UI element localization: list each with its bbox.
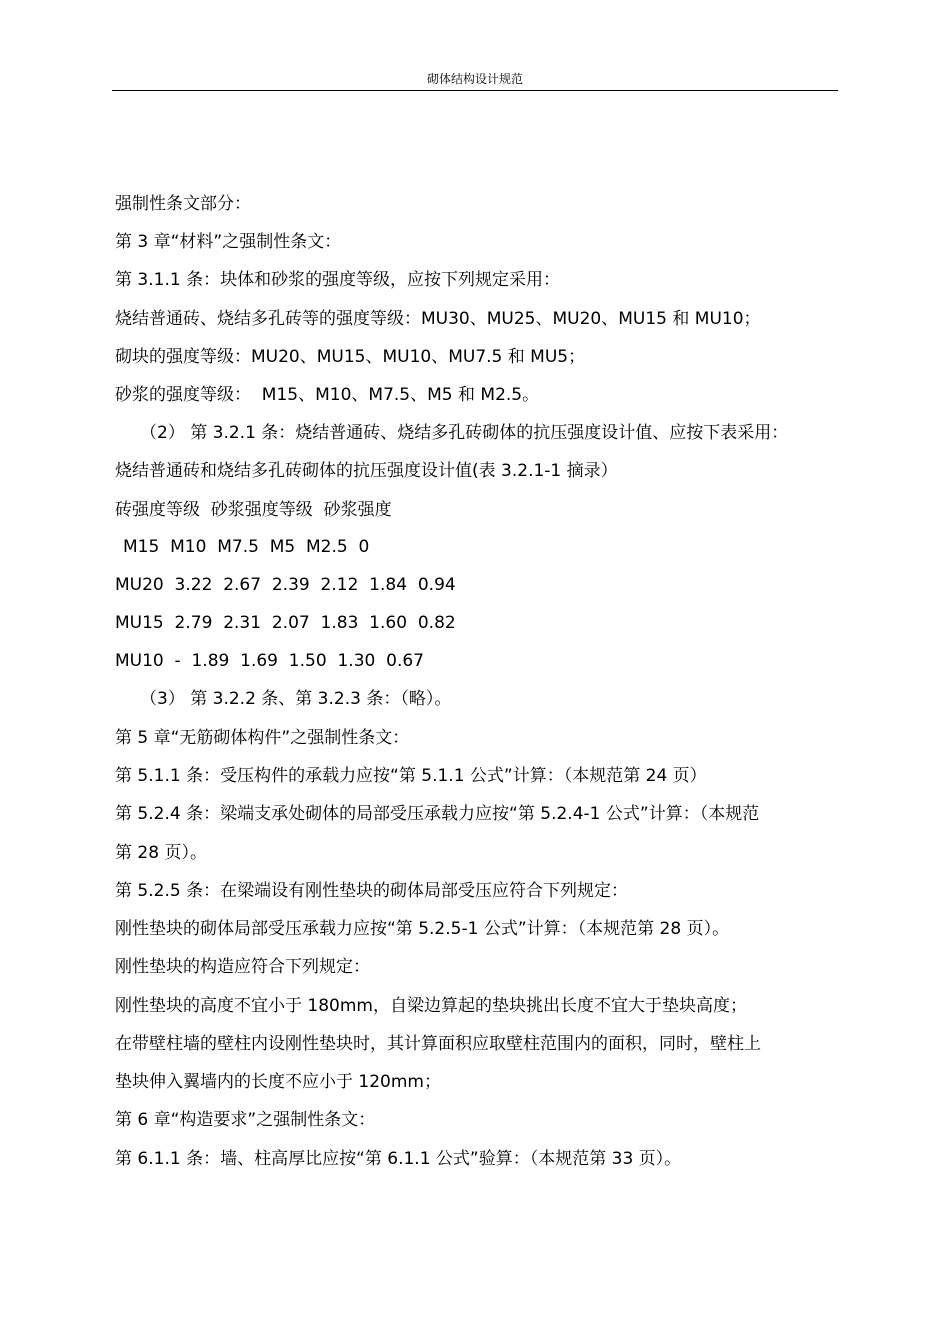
rigid-pad-capacity: 刚性垫块的砌体局部受压承载力应按“第 5.2.5-1 公式”计算：（本规范第 28 页）。: [115, 919, 730, 939]
page-header: [112, 72, 838, 91]
rigid-pad-height: 刚性垫块的高度不宜小于 180mm，自梁边算起的垫块挑出长度不宜大于垫块高度；: [115, 996, 747, 1016]
mortar-strength-grades: 砂浆的强度等级： M15、M10、M7.5、M5 和 M2.5。: [115, 385, 540, 405]
pilaster-pad: 在带壁柱墙的壁柱内设刚性垫块时，其计算面积应取壁柱范围内的面积，同时，壁柱上: [115, 1034, 761, 1054]
clause-5-2-4-cont: 第 28 页）。: [115, 843, 207, 863]
table-row-mu20: MU20 3.22 2.67 2.39 2.12 1.84 0.94: [115, 575, 456, 595]
rigid-pad-construction: 刚性垫块的构造应符合下列规定：: [115, 957, 370, 977]
table-row-mu10: MU10 - 1.89 1.69 1.50 1.30 0.67: [115, 651, 424, 671]
brick-strength-grades: 烧结普通砖、烧结多孔砖等的强度等级：MU30、MU25、MU20、MU15 和 MU10；: [115, 309, 761, 329]
table-header-row: 砖强度等级 砂浆强度等级 砂浆强度: [115, 500, 392, 520]
chapter-5-heading: 第 5 章“无筋砌体构件”之强制性条文：: [115, 728, 410, 748]
header-title: 砌体结构设计规范: [426, 72, 523, 86]
block-strength-grades: 砌块的强度等级：MU20、MU15、MU10、MU7.5 和 MU5；: [115, 347, 586, 367]
pilaster-pad-cont: 垫块伸入翼墙内的长度不应小于 120mm；: [115, 1072, 441, 1092]
chapter-6-heading: 第 6 章“构造要求”之强制性条文：: [115, 1110, 376, 1130]
section-heading-mandatory: 强制性条文部分：: [115, 194, 251, 214]
table-mortar-grades-row: M15 M10 M7.5 M5 M2.5 0: [123, 537, 370, 557]
chapter-3-heading: 第 3 章“材料”之强制性条文：: [115, 232, 342, 252]
table-row-mu15: MU15 2.79 2.31 2.07 1.83 1.60 0.82: [115, 613, 456, 633]
clause-3-2-2: （3） 第 3.2.2 条、第 3.2.3 条：（略）。: [140, 689, 452, 709]
clause-5-2-5: 第 5.2.5 条：在梁端设有刚性垫块的砌体局部受压应符合下列规定：: [115, 881, 629, 901]
clause-5-1-1: 第 5.1.1 条：受压构件的承载力应按“第 5.1.1 公式”计算：（本规范第 24 页）: [115, 766, 707, 786]
clause-3-2-1: （2） 第 3.2.1 条：烧结普通砖、烧结多孔砖砌体的抗压强度设计值、应按下表采用：: [140, 423, 789, 443]
table-caption: 烧结普通砖和烧结多孔砖砌体的抗压强度设计值(表 3.2.1-1 摘录）: [115, 461, 618, 481]
clause-3-1-1: 第 3.1.1 条：块体和砂浆的强度等级，应按下列规定采用：: [115, 270, 561, 290]
clause-5-2-4: 第 5.2.4 条：梁端支承处砌体的局部受压承载力应按“第 5.2.4-1 公式”计算：（本规范: [115, 804, 760, 824]
clause-6-1-1: 第 6.1.1 条：墙、柱高厚比应按“第 6.1.1 公式”验算：（本规范第 33 页）。: [115, 1149, 682, 1169]
